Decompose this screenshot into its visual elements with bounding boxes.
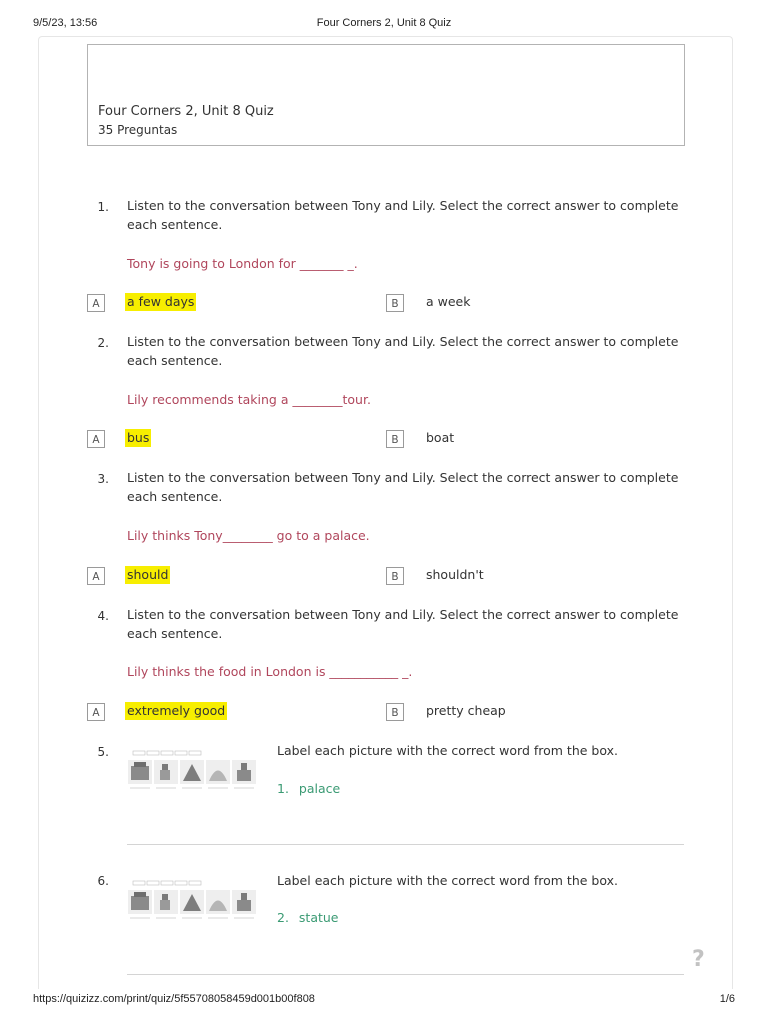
print-date: 9/5/23, 13:56 xyxy=(33,17,98,29)
quiz-title: Four Corners 2, Unit 8 Quiz xyxy=(98,104,274,119)
quiz-card xyxy=(38,36,733,989)
option-a-marker: A xyxy=(87,294,105,312)
question-prompt: Lily recommends taking a ________tour. xyxy=(127,392,371,407)
landmarks-picture xyxy=(127,880,261,924)
option-b: pretty cheap xyxy=(426,703,506,718)
print-page-number: 1/6 xyxy=(719,993,735,1005)
question-count: 35 Preguntas xyxy=(98,123,178,137)
option-b: a week xyxy=(426,294,471,309)
question-text: Label each picture with the correct word from the box. xyxy=(277,743,618,758)
option-b: boat xyxy=(426,430,455,445)
option-a-correct: bus xyxy=(127,430,150,445)
option-a-marker: A xyxy=(87,430,105,448)
print-page-title: Four Corners 2, Unit 8 Quiz xyxy=(316,17,452,29)
question-mark-icon[interactable]: ? xyxy=(692,947,705,972)
quiz-header-box xyxy=(87,44,685,146)
question-prompt: Tony is going to London for _______ _. xyxy=(127,256,358,271)
label-answer: 2. statue xyxy=(277,910,339,925)
option-a-marker: A xyxy=(87,567,105,585)
question-divider xyxy=(127,844,684,845)
question-text: Listen to the conversation between Tony and Lily. Select the correct answer to complete each sentence. xyxy=(127,334,679,368)
question-number: 2. xyxy=(97,336,109,350)
question-prompt: Lily thinks Tony________ go to a palace. xyxy=(127,528,370,543)
option-b-marker: B xyxy=(386,294,404,312)
question-divider xyxy=(127,974,684,975)
question-text: Listen to the conversation between Tony and Lily. Select the correct answer to complete each sentence. xyxy=(127,607,679,641)
question-number: 3. xyxy=(97,472,109,486)
option-a-marker: A xyxy=(87,703,105,721)
question-text: Listen to the conversation between Tony and Lily. Select the correct answer to complete each sentence. xyxy=(127,470,679,504)
question-text: Listen to the conversation between Tony and Lily. Select the correct answer to complete each sentence. xyxy=(127,198,679,232)
question-number: 1. xyxy=(97,200,109,214)
label-answer: 1. palace xyxy=(277,781,341,796)
question-number: 5. xyxy=(97,745,109,759)
question-prompt: Lily thinks the food in London is ___________ _. xyxy=(127,664,413,679)
question-number: 6. xyxy=(97,874,109,888)
option-b-marker: B xyxy=(386,703,404,721)
print-url: https://quizizz.com/print/quiz/5f55708058459d001b00f808 xyxy=(33,993,315,1005)
landmarks-picture xyxy=(127,750,261,794)
question-number: 4. xyxy=(97,609,109,623)
option-a-correct: a few days xyxy=(127,294,195,309)
option-b: shouldn't xyxy=(426,567,484,582)
option-a-correct: should xyxy=(127,567,169,582)
question-text: Label each picture with the correct word from the box. xyxy=(277,873,618,888)
option-b-marker: B xyxy=(386,430,404,448)
option-a-correct: extremely good xyxy=(127,703,226,718)
option-b-marker: B xyxy=(386,567,404,585)
